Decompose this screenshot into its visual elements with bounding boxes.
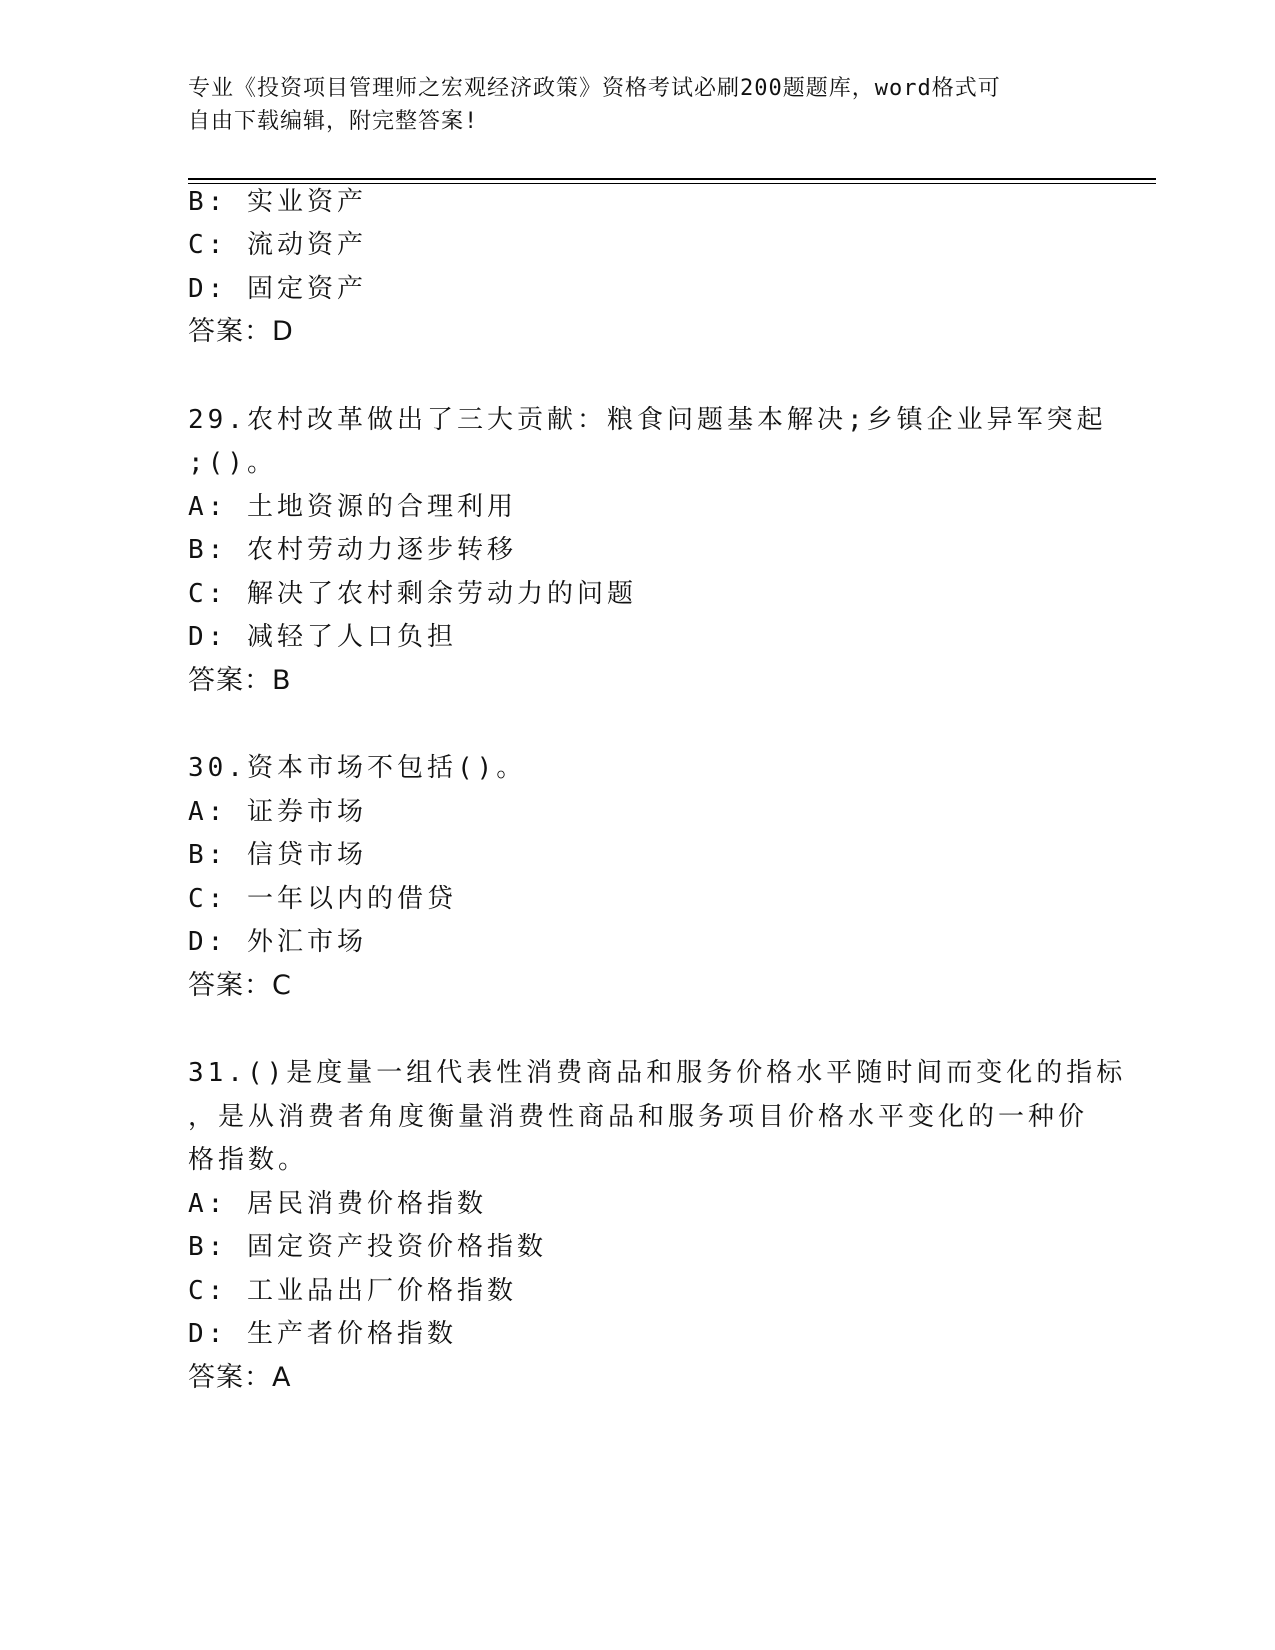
q31-stem-line-3: 格指数。 — [188, 1145, 309, 1175]
q29-option-d: D: 减轻了人口负担 — [188, 622, 457, 652]
q30-stem-line-1: 30.资本市场不包括()。 — [188, 753, 527, 783]
q31-option-d: D: 生产者价格指数 — [188, 1319, 457, 1349]
q31-answer: 答案：A — [188, 1362, 292, 1393]
q29-option-c: C: 解决了农村剩余劳动力的问题 — [188, 579, 637, 609]
q30-option-b: B: 信贷市场 — [188, 840, 367, 870]
q29-stem-line-2: ;()。 — [188, 448, 277, 478]
header-line-2: 自由下载编辑，附完整答案! — [188, 109, 479, 134]
q31-option-c: C: 工业品出厂价格指数 — [188, 1276, 517, 1306]
q31-stem-line-2: ，是从消费者角度衡量消费性商品和服务项目价格水平变化的一种价 — [188, 1102, 1089, 1132]
q30-answer: 答案：C — [188, 970, 292, 1001]
q30-option-c: C: 一年以内的借贷 — [188, 884, 457, 914]
q28-answer: 答案：D — [188, 316, 294, 347]
q28-option-c: C: 流动资产 — [188, 230, 367, 260]
q29-answer: 答案：B — [188, 665, 292, 696]
q29-option-a: A: 土地资源的合理利用 — [188, 492, 517, 522]
q28-option-b: B: 实业资产 — [188, 187, 367, 217]
q31-stem-line-1: 31.()是度量一组代表性消费商品和服务价格水平随时间而变化的指标 — [188, 1058, 1127, 1088]
header-divider-thick — [188, 178, 1156, 180]
q28-option-d: D: 固定资产 — [188, 274, 367, 304]
q30-option-d: D: 外汇市场 — [188, 927, 367, 957]
q29-stem-line-1: 29.农村改革做出了三大贡献：粮食问题基本解决;乡镇企业异军突起 — [188, 405, 1107, 435]
q30-option-a: A: 证券市场 — [188, 797, 367, 827]
document-header — [188, 72, 1068, 138]
header-line-1: 专业《投资项目管理师之宏观经济政策》资格考试必刷200题题库，word格式可 — [188, 76, 1001, 101]
q29-option-b: B: 农村劳动力逐步转移 — [188, 535, 517, 565]
q31-option-b: B: 固定资产投资价格指数 — [188, 1232, 547, 1262]
q31-option-a: A: 居民消费价格指数 — [188, 1189, 487, 1219]
